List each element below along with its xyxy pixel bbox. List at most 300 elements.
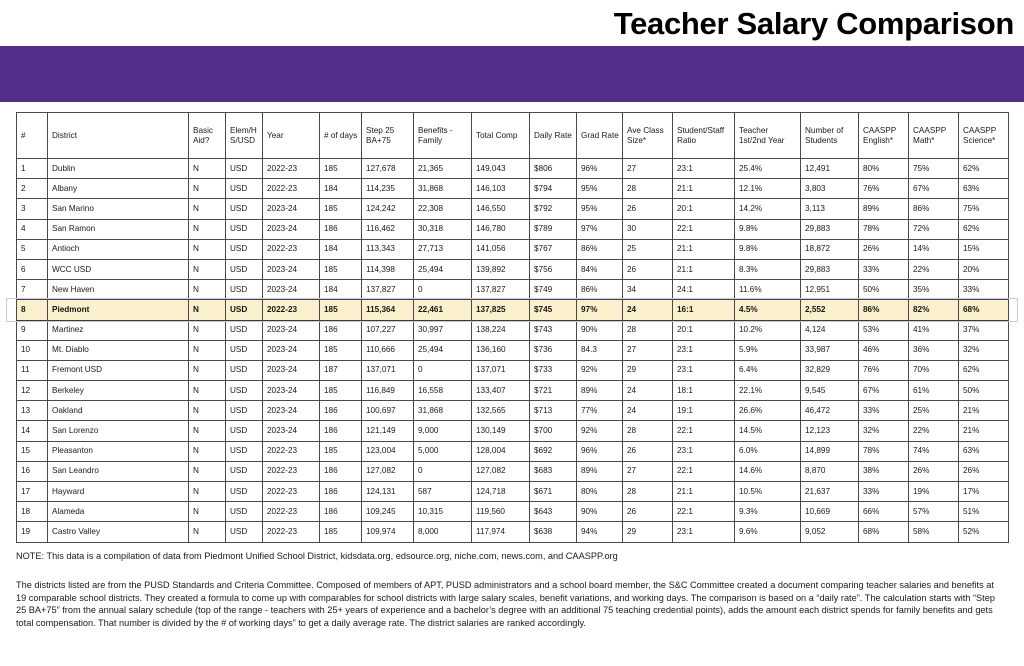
table-cell: Castro Valley — [48, 522, 189, 542]
table-cell: USD — [226, 461, 263, 481]
table-cell: 14,899 — [801, 441, 859, 461]
table-cell: 21:1 — [673, 239, 735, 259]
table-cell: N — [189, 320, 226, 340]
table-cell: 186 — [320, 401, 362, 421]
table-cell: 17% — [959, 482, 1009, 502]
table-cell: Berkeley — [48, 381, 189, 401]
table-cell: 116,849 — [362, 381, 414, 401]
table-cell: 25,494 — [414, 340, 472, 360]
table-cell: 58% — [909, 522, 959, 542]
table-cell: 31,868 — [414, 401, 472, 421]
table-cell: 9,000 — [414, 421, 472, 441]
table-cell: 186 — [320, 219, 362, 239]
table-cell: 84% — [577, 259, 623, 279]
table-cell: 33% — [859, 482, 909, 502]
table-row[interactable] — [17, 401, 1009, 421]
table-cell: 16,558 — [414, 381, 472, 401]
table-cell: 34 — [623, 280, 673, 300]
table-cell: 184 — [320, 179, 362, 199]
table-cell: 4,124 — [801, 320, 859, 340]
table-cell: Pleasanton — [48, 441, 189, 461]
table-cell: 27 — [623, 159, 673, 179]
table-cell: 26 — [623, 259, 673, 279]
table-cell: Albany — [48, 179, 189, 199]
table-cell: 2023-24 — [263, 401, 320, 421]
table-cell: 90% — [577, 502, 623, 522]
table-cell: 76% — [859, 360, 909, 380]
table-cell: 124,718 — [472, 482, 530, 502]
table-cell: 6 — [17, 259, 48, 279]
table-cell: 2022-23 — [263, 300, 320, 320]
table-cell: N — [189, 199, 226, 219]
table-cell: $789 — [530, 219, 577, 239]
table-cell: 36% — [909, 340, 959, 360]
table-cell: 20% — [959, 259, 1009, 279]
table-cell: 25.4% — [735, 159, 801, 179]
table-cell: Mt. Diablo — [48, 340, 189, 360]
table-cell: 185 — [320, 300, 362, 320]
table-cell: 3,113 — [801, 199, 859, 219]
table-cell: 12,951 — [801, 280, 859, 300]
table-cell: 146,550 — [472, 199, 530, 219]
table-cell: San Ramon — [48, 219, 189, 239]
table-cell: USD — [226, 219, 263, 239]
table-cell: 26 — [623, 199, 673, 219]
salary-comparison-table — [16, 112, 1009, 543]
table-cell: 29,883 — [801, 219, 859, 239]
column-header: Year — [263, 113, 320, 159]
table-cell: 72% — [909, 219, 959, 239]
table-cell: 28 — [623, 421, 673, 441]
table-cell: 8,000 — [414, 522, 472, 542]
table-cell: 24 — [623, 401, 673, 421]
table-cell: 10.5% — [735, 482, 801, 502]
table-cell: 107,227 — [362, 320, 414, 340]
table-cell: WCC USD — [48, 259, 189, 279]
table-cell: 14.2% — [735, 199, 801, 219]
table-row[interactable] — [17, 159, 1009, 179]
table-cell: 97% — [577, 300, 623, 320]
table-cell: 22,461 — [414, 300, 472, 320]
table-cell: 22:1 — [673, 461, 735, 481]
table-cell: 26.6% — [735, 401, 801, 421]
table-row[interactable] — [17, 522, 1009, 542]
table-cell: 28 — [623, 320, 673, 340]
table-cell: 32% — [959, 340, 1009, 360]
table-cell: N — [189, 421, 226, 441]
table-cell: USD — [226, 199, 263, 219]
table-cell: N — [189, 502, 226, 522]
table-cell: 37% — [959, 320, 1009, 340]
table-cell: 20:1 — [673, 199, 735, 219]
table-cell: 10,669 — [801, 502, 859, 522]
table-cell: 33,987 — [801, 340, 859, 360]
table-cell: 2022-23 — [263, 159, 320, 179]
table-cell: 141,056 — [472, 239, 530, 259]
table-cell: 14.6% — [735, 461, 801, 481]
table-cell: 127,082 — [362, 461, 414, 481]
table-cell: 19% — [909, 482, 959, 502]
title-zone — [0, 0, 1024, 46]
table-cell: 137,825 — [472, 300, 530, 320]
table-cell: 22:1 — [673, 502, 735, 522]
table-cell: Piedmont — [48, 300, 189, 320]
table-cell: 86% — [577, 280, 623, 300]
table-cell: 51% — [959, 502, 1009, 522]
table-cell: 21,365 — [414, 159, 472, 179]
table-cell: N — [189, 441, 226, 461]
table-cell: 97% — [577, 219, 623, 239]
table-cell: 185 — [320, 441, 362, 461]
table-cell: 24 — [623, 381, 673, 401]
table-cell: 117,974 — [472, 522, 530, 542]
table-row[interactable] — [17, 280, 1009, 300]
table-cell: 18 — [17, 502, 48, 522]
column-header: Basic Aid? — [189, 113, 226, 159]
column-header: Step 25 BA+75 — [362, 113, 414, 159]
table-cell: $743 — [530, 320, 577, 340]
table-cell: USD — [226, 482, 263, 502]
table-cell: Martinez — [48, 320, 189, 340]
table-cell: 82% — [909, 300, 959, 320]
table-cell: 53% — [859, 320, 909, 340]
table-cell: 46% — [859, 340, 909, 360]
table-cell: 35% — [909, 280, 959, 300]
table-row[interactable] — [17, 179, 1009, 199]
table-cell: 31,868 — [414, 179, 472, 199]
table-cell: 5 — [17, 239, 48, 259]
table-cell: N — [189, 340, 226, 360]
table-cell: 0 — [414, 280, 472, 300]
table-cell: 84.3 — [577, 340, 623, 360]
table-cell: USD — [226, 502, 263, 522]
table-row[interactable] — [17, 340, 1009, 360]
table-cell: 80% — [859, 159, 909, 179]
table-cell: 62% — [959, 219, 1009, 239]
table-cell: $736 — [530, 340, 577, 360]
table-cell: 185 — [320, 199, 362, 219]
table-cell: $733 — [530, 360, 577, 380]
table-cell: N — [189, 179, 226, 199]
page-title: Teacher Salary Comparison — [613, 5, 1014, 41]
table-cell: 27 — [623, 461, 673, 481]
table-cell: N — [189, 482, 226, 502]
table-cell: 41% — [909, 320, 959, 340]
methodology-note: The districts listed are from the PUSD Standards and Criteria Committee. Composed of members of APT, PUSD administrators and a school board member, the S&C Committee created a document comparing teacher salaries and benefits at 19 comparable school districts. They created a formula to come up with comparables for school districts with large salary scales, benefit variations, and working days. The comparison is based on a “daily rate”. The calculation starts with “Step 25 BA+75” from the annual salary schedule (top of the range - teachers with 25+ years of experience and a bachelor’s degree with an additional 75 teaching credential points), adds the amount each district spends for family benefits and gets total compensation. That number is divided by the # of working days” to get a daily average rate. The district salaries are ranked accordingly. — [16, 579, 995, 629]
table-cell: N — [189, 381, 226, 401]
table-cell: 137,827 — [362, 280, 414, 300]
table-cell: $794 — [530, 179, 577, 199]
table-cell: 114,235 — [362, 179, 414, 199]
table-cell: 90% — [577, 320, 623, 340]
table-cell: 92% — [577, 421, 623, 441]
table-cell: 10 — [17, 340, 48, 360]
table-cell: $713 — [530, 401, 577, 421]
table-cell: 15% — [959, 239, 1009, 259]
table-cell: $792 — [530, 199, 577, 219]
table-cell: 23:1 — [673, 340, 735, 360]
table-container — [0, 112, 1024, 543]
table-cell: San Lorenzo — [48, 421, 189, 441]
table-cell: 29 — [623, 522, 673, 542]
table-cell: 7 — [17, 280, 48, 300]
table-cell: 6.4% — [735, 360, 801, 380]
table-cell: 109,974 — [362, 522, 414, 542]
table-cell: 2023-24 — [263, 360, 320, 380]
table-cell: 21% — [959, 421, 1009, 441]
table-cell: 19 — [17, 522, 48, 542]
table-cell: 14.5% — [735, 421, 801, 441]
table-cell: 24 — [623, 300, 673, 320]
table-cell: 146,780 — [472, 219, 530, 239]
source-note: NOTE: This data is a compilation of data from Piedmont Unified School District, kidsdata.org, edsource.org, niche.com, news.com, and CAASPP.org — [16, 550, 618, 561]
table-cell: N — [189, 219, 226, 239]
table-cell: 33% — [959, 280, 1009, 300]
table-row[interactable] — [17, 199, 1009, 219]
table-cell: 119,560 — [472, 502, 530, 522]
table-cell: 62% — [959, 159, 1009, 179]
table-cell: N — [189, 522, 226, 542]
table-cell: 22% — [909, 259, 959, 279]
table-cell: 3 — [17, 199, 48, 219]
table-cell: $749 — [530, 280, 577, 300]
table-cell: $700 — [530, 421, 577, 441]
column-header: Daily Rate — [530, 113, 577, 159]
table-row[interactable] — [17, 300, 1009, 320]
table-cell: 127,678 — [362, 159, 414, 179]
table-cell: 2023-24 — [263, 421, 320, 441]
table-cell: 26 — [623, 502, 673, 522]
table-cell: 100,697 — [362, 401, 414, 421]
table-cell: 23:1 — [673, 360, 735, 380]
table-cell: USD — [226, 320, 263, 340]
table-cell: $671 — [530, 482, 577, 502]
table-cell: N — [189, 300, 226, 320]
table-cell: 6.0% — [735, 441, 801, 461]
table-cell: 10,315 — [414, 502, 472, 522]
table-row[interactable] — [17, 421, 1009, 441]
table-cell: 10.2% — [735, 320, 801, 340]
table-cell: 29,883 — [801, 259, 859, 279]
table-cell: 9 — [17, 320, 48, 340]
column-header: # of days — [320, 113, 362, 159]
table-cell: 2023-24 — [263, 199, 320, 219]
table-cell: 2023-24 — [263, 381, 320, 401]
table-row[interactable] — [17, 441, 1009, 461]
table-cell: 21:1 — [673, 179, 735, 199]
table-cell: 12,123 — [801, 421, 859, 441]
table-cell: 50% — [859, 280, 909, 300]
table-cell: USD — [226, 401, 263, 421]
table-row[interactable] — [17, 219, 1009, 239]
table-cell: 2022-23 — [263, 461, 320, 481]
table-cell: 12.1% — [735, 179, 801, 199]
table-cell: USD — [226, 340, 263, 360]
table-cell: 11 — [17, 360, 48, 380]
table-cell: $683 — [530, 461, 577, 481]
table-cell: 186 — [320, 482, 362, 502]
table-cell: 67% — [859, 381, 909, 401]
table-cell: 146,103 — [472, 179, 530, 199]
table-cell: 15 — [17, 441, 48, 461]
table-cell: 52% — [959, 522, 1009, 542]
column-header: CAASPP Math* — [909, 113, 959, 159]
table-cell: 187 — [320, 360, 362, 380]
table-cell: $721 — [530, 381, 577, 401]
table-cell: 13 — [17, 401, 48, 421]
table-cell: 89% — [577, 461, 623, 481]
table-cell: 0 — [414, 360, 472, 380]
table-cell: 114,398 — [362, 259, 414, 279]
table-row[interactable] — [17, 239, 1009, 259]
table-cell: 46,472 — [801, 401, 859, 421]
table-cell: 0 — [414, 461, 472, 481]
table-cell: 23:1 — [673, 522, 735, 542]
table-cell: 3,803 — [801, 179, 859, 199]
table-row[interactable] — [17, 259, 1009, 279]
table-header — [17, 113, 1009, 159]
table-cell: USD — [226, 159, 263, 179]
table-cell: 32,829 — [801, 360, 859, 380]
table-cell: 38% — [859, 461, 909, 481]
table-row[interactable] — [17, 360, 1009, 380]
table-cell: N — [189, 259, 226, 279]
table-cell: 33% — [859, 401, 909, 421]
table-cell: N — [189, 401, 226, 421]
table-cell: 75% — [909, 159, 959, 179]
table-cell: 28 — [623, 482, 673, 502]
column-header: CAASPP Science* — [959, 113, 1009, 159]
table-row[interactable] — [17, 502, 1009, 522]
table-cell: 9.6% — [735, 522, 801, 542]
table-cell: 22:1 — [673, 421, 735, 441]
table-cell: 185 — [320, 340, 362, 360]
table-cell: USD — [226, 179, 263, 199]
table-cell: 2 — [17, 179, 48, 199]
table-cell: 138,224 — [472, 320, 530, 340]
table-cell: 149,043 — [472, 159, 530, 179]
table-cell: 124,131 — [362, 482, 414, 502]
table-cell: USD — [226, 441, 263, 461]
table-cell: 68% — [959, 300, 1009, 320]
table-cell: 127,082 — [472, 461, 530, 481]
table-cell: 2022-23 — [263, 482, 320, 502]
table-cell: 133,407 — [472, 381, 530, 401]
table-cell: 78% — [859, 219, 909, 239]
table-cell: 136,160 — [472, 340, 530, 360]
table-cell: 21:1 — [673, 482, 735, 502]
table-cell: 19:1 — [673, 401, 735, 421]
table-cell: 18,872 — [801, 239, 859, 259]
table-cell: $692 — [530, 441, 577, 461]
table-cell: 61% — [909, 381, 959, 401]
table-cell: 80% — [577, 482, 623, 502]
table-cell: 74% — [909, 441, 959, 461]
table-cell: 21,637 — [801, 482, 859, 502]
table-row[interactable] — [17, 461, 1009, 481]
table-cell: N — [189, 159, 226, 179]
table-cell: 26 — [623, 441, 673, 461]
table-cell: 21% — [959, 401, 1009, 421]
table-cell: 28 — [623, 179, 673, 199]
table-cell: $756 — [530, 259, 577, 279]
table-cell: 57% — [909, 502, 959, 522]
table-cell: 63% — [959, 179, 1009, 199]
table-cell: 587 — [414, 482, 472, 502]
table-cell: 186 — [320, 461, 362, 481]
table-cell: 32% — [859, 421, 909, 441]
table-cell: 95% — [577, 199, 623, 219]
table-cell: 25,494 — [414, 259, 472, 279]
table-cell: Dublin — [48, 159, 189, 179]
table-cell: 2022-23 — [263, 239, 320, 259]
column-header: Student/Staff Ratio — [673, 113, 735, 159]
table-cell: 9,052 — [801, 522, 859, 542]
table-cell: 124,242 — [362, 199, 414, 219]
column-header: # — [17, 113, 48, 159]
table-cell: 21:1 — [673, 259, 735, 279]
column-header: Grad Rate — [577, 113, 623, 159]
table-cell: USD — [226, 280, 263, 300]
column-header: Ave Class Size* — [623, 113, 673, 159]
table-cell: USD — [226, 381, 263, 401]
table-cell: 25% — [909, 401, 959, 421]
table-cell: 70% — [909, 360, 959, 380]
table-cell: 186 — [320, 502, 362, 522]
table-cell: 29 — [623, 360, 673, 380]
table-cell: 11.6% — [735, 280, 801, 300]
table-cell: 22.1% — [735, 381, 801, 401]
table-cell: 75% — [959, 199, 1009, 219]
table-cell: N — [189, 360, 226, 380]
table-cell: 4 — [17, 219, 48, 239]
table-row[interactable] — [17, 381, 1009, 401]
table-cell: 23:1 — [673, 159, 735, 179]
table-cell: 95% — [577, 179, 623, 199]
table-cell: 9.3% — [735, 502, 801, 522]
column-header: District — [48, 113, 189, 159]
column-header: Elem/HS/USD — [226, 113, 263, 159]
table-cell: USD — [226, 421, 263, 441]
table-cell: 110,666 — [362, 340, 414, 360]
table-cell: 9.8% — [735, 239, 801, 259]
column-header: Total Comp — [472, 113, 530, 159]
purple-accent-band — [0, 46, 1024, 102]
table-row[interactable] — [17, 320, 1009, 340]
table-cell: 94% — [577, 522, 623, 542]
table-cell: 27 — [623, 340, 673, 360]
table-cell: 20:1 — [673, 320, 735, 340]
table-cell: 33% — [859, 259, 909, 279]
table-cell: 62% — [959, 360, 1009, 380]
table-cell: 89% — [859, 199, 909, 219]
table-cell: 2023-24 — [263, 259, 320, 279]
table-cell: 8,870 — [801, 461, 859, 481]
table-cell: 123,004 — [362, 441, 414, 461]
table-cell: 22:1 — [673, 219, 735, 239]
table-cell: 2022-23 — [263, 179, 320, 199]
table-body — [17, 159, 1009, 543]
table-cell: 186 — [320, 421, 362, 441]
column-header: CAASPP English* — [859, 113, 909, 159]
table-cell: 186 — [320, 320, 362, 340]
table-row[interactable] — [17, 482, 1009, 502]
table-cell: 9.8% — [735, 219, 801, 239]
table-cell: 86% — [577, 239, 623, 259]
column-header: Benefits - Family — [414, 113, 472, 159]
table-cell: 1 — [17, 159, 48, 179]
table-cell: 67% — [909, 179, 959, 199]
